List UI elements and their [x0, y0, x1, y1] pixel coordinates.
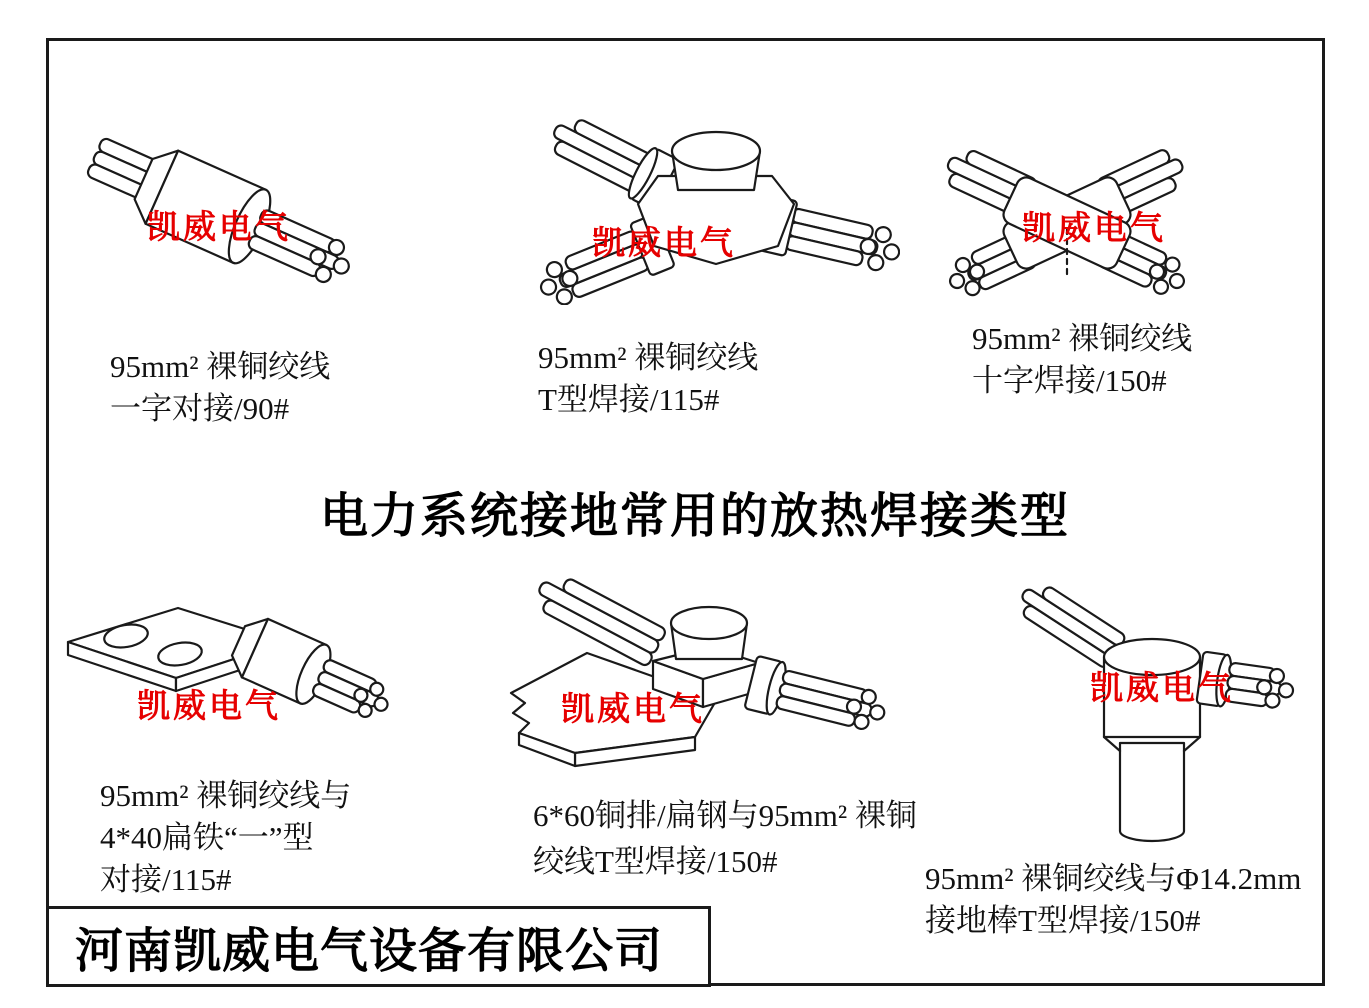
caption-line: 95mm² 裸铜绞线与Φ14.2mm	[925, 861, 1302, 896]
caption-cross-weld	[972, 318, 1192, 402]
busbar-t-weld-drawing	[495, 565, 915, 780]
caption-line: 6*60铜排/扁钢与95mm² 裸铜	[533, 798, 917, 833]
caption-line: 95mm² 裸铜绞线	[110, 349, 331, 384]
watermark-ground-rod-t-weld: 凯威电气	[1090, 669, 1234, 706]
caption-lug-butt-weld	[100, 775, 351, 901]
company-name-box	[46, 906, 711, 987]
diagram-busbar-t-weld	[495, 565, 915, 785]
diagram-lug-butt-weld	[58, 598, 390, 753]
caption-t-weld	[538, 337, 758, 421]
t-weld-drawing	[520, 100, 900, 305]
caption-line: 4*40扁铁“一”型	[100, 820, 314, 855]
company-name: 河南凯威电气设备有限公司	[75, 925, 664, 978]
watermark-busbar-t-weld: 凯威电气	[561, 690, 705, 727]
watermark-cross-weld: 凯威电气	[1022, 209, 1166, 246]
page-title: 电力系统接地常用的放热焊接类型	[320, 490, 1071, 543]
diagram-t-weld	[520, 100, 900, 310]
diagram-ground-rod-t-weld	[1000, 565, 1300, 860]
watermark-straight-splice: 凯威电气	[147, 208, 291, 245]
caption-line: 95mm² 裸铜绞线与	[100, 778, 352, 813]
caption-line: 95mm² 裸铜绞线	[538, 340, 759, 375]
caption-straight-splice	[110, 346, 330, 430]
watermark-t-weld: 凯威电气	[592, 224, 736, 261]
caption-line: 95mm² 裸铜绞线	[972, 321, 1193, 356]
caption-line: 对接/115#	[100, 862, 232, 897]
caption-line: 一字对接/90#	[110, 391, 290, 426]
ground-rod-t-weld-drawing	[1000, 565, 1300, 855]
caption-ground-rod-t-weld	[925, 858, 1301, 942]
caption-line: T型焊接/115#	[538, 382, 720, 417]
caption-busbar-t-weld	[533, 793, 917, 885]
caption-line: 接地棒T型焊接/150#	[925, 903, 1201, 938]
caption-line: 绞线T型焊接/150#	[533, 844, 778, 879]
caption-line: 十字焊接/150#	[972, 363, 1167, 398]
watermark-lug-butt-weld: 凯威电气	[137, 687, 281, 724]
